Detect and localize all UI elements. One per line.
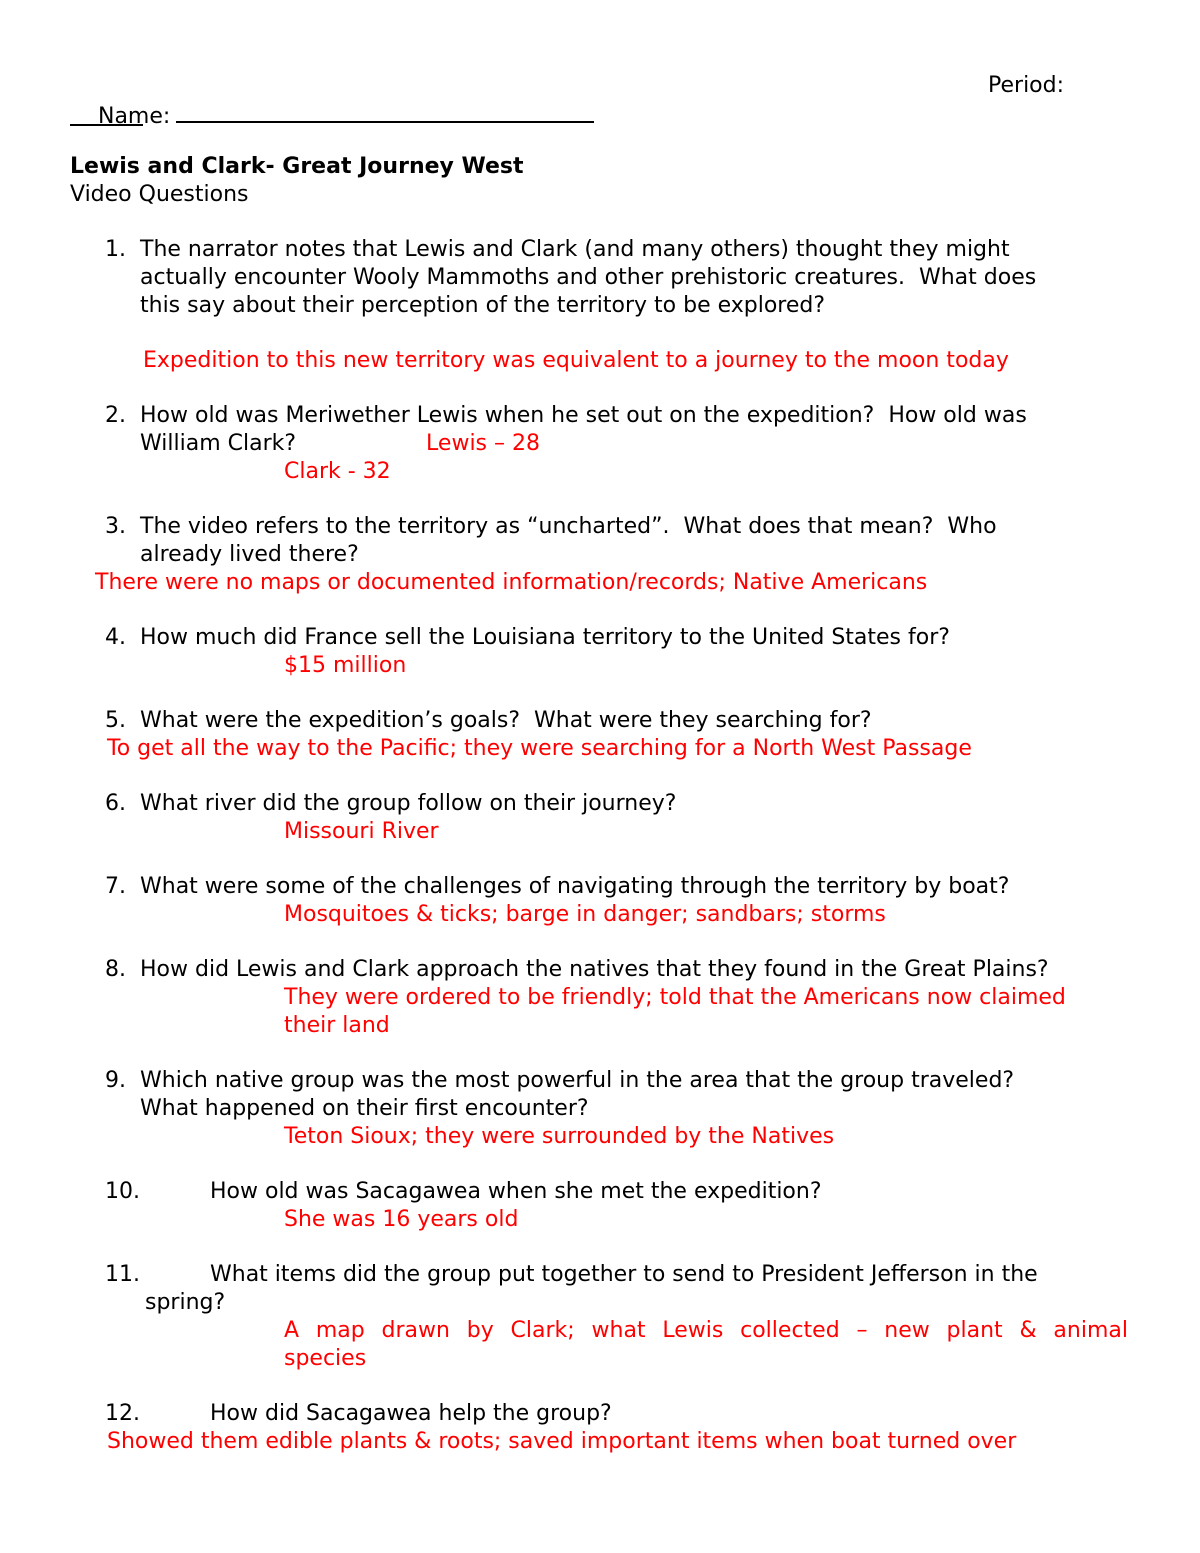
question-5-number: 5. bbox=[105, 708, 126, 733]
question-9-text: Which native group was the most powerful in the area that the group traveled? bbox=[140, 1068, 1015, 1093]
question-7-number: 7. bbox=[105, 874, 126, 899]
question-11-number: 11. bbox=[105, 1262, 140, 1287]
question-3: 3. The video refers to the territory as “uncharted”. What does that mean? Who already lived there? There were no maps or documented information/records; Native Americans bbox=[70, 513, 1130, 597]
header-row bbox=[70, 72, 1130, 129]
question-12-number: 12. bbox=[105, 1401, 140, 1426]
answer-12: Showed them edible plants & roots; saved important items when boat turned over bbox=[107, 1429, 1017, 1454]
question-10-number: 10. bbox=[105, 1179, 140, 1204]
question-10 bbox=[70, 1178, 1130, 1234]
question-5 bbox=[70, 707, 1130, 763]
question-8-number: 8. bbox=[105, 957, 126, 982]
question-1-number: 1. bbox=[105, 237, 126, 262]
question-4-text: How much did France sell the Louisiana territory to the United States for? bbox=[140, 625, 950, 650]
question-7 bbox=[70, 873, 1130, 929]
question-1-text: The narrator notes that Lewis and Clark (and many others) thought they might bbox=[140, 237, 1010, 262]
answer-2-lewis: Lewis – 28 bbox=[426, 431, 540, 456]
question-6-number: 6. bbox=[105, 791, 126, 816]
question-6-text: What river did the group follow on their journey? bbox=[140, 791, 677, 816]
name-label: Name: bbox=[97, 104, 171, 129]
question-2-number: 2. bbox=[105, 403, 126, 428]
question-11: 11. What items did the group put together to send to President Jefferson in the spring? A map drawn by Clark; what Lewis collected – new plant & animal species bbox=[105, 1262, 1128, 1371]
answer-10: She was 16 years old bbox=[284, 1207, 519, 1232]
question-4-number: 4. bbox=[105, 625, 126, 650]
question-7-text: What were some of the challenges of navigating through the territory by boat? bbox=[140, 874, 1010, 899]
answer-3: There were no maps or documented information/records; Native Americans bbox=[95, 570, 928, 595]
question-3-text: The video refers to the territory as “uncharted”. What does that mean? Who bbox=[140, 514, 997, 539]
document-subtitle: Video Questions bbox=[70, 182, 249, 207]
answer-8: They were ordered to be friendly; told that the Americans now claimed their land bbox=[284, 985, 1066, 1038]
question-2-text: How old was Meriwether Lewis when he set out on the expedition? How old was bbox=[140, 403, 1027, 428]
answer-9: Teton Sioux; they were surrounded by the Natives bbox=[284, 1124, 835, 1149]
answer-2-clark: Clark - 32 bbox=[284, 459, 391, 484]
name-blank-overflow-row bbox=[70, 100, 1130, 128]
question-12-text: How did Sacagawea help the group? bbox=[210, 1401, 612, 1426]
answer-7: Mosquitoes & ticks; barge in danger; sandbars; storms bbox=[284, 902, 886, 927]
question-6 bbox=[70, 790, 1130, 846]
answer-5: To get all the way to the Pacific; they were searching for a North West Passage bbox=[107, 736, 972, 761]
answer-11: A map drawn by Clark; what Lewis collected – new plant & animal species bbox=[284, 1318, 1128, 1371]
answer-4: $15 million bbox=[284, 653, 407, 678]
question-9-number: 9. bbox=[105, 1068, 126, 1093]
question-10-text: How old was Sacagawea when she met the expedition? bbox=[210, 1179, 822, 1204]
question-5-text: What were the expedition’s goals? What were they searching for? bbox=[140, 708, 872, 733]
question-12 bbox=[70, 1400, 1130, 1456]
question-1: 1. The narrator notes that Lewis and Clark (and many others) thought they might actually encounter Wooly Mammoths and other prehistoric creatures. What does this say about their perception of the territory to be explored? Expedition to this new territory was equivalent to a journey to the moon today bbox=[70, 236, 1130, 375]
period-label: Period: bbox=[988, 73, 1065, 98]
question-2: 2. How old was Meriwether Lewis when he set out on the expedition? How old was William Clark? Lewis – 28 Clark - 32 bbox=[70, 402, 1130, 486]
question-8 bbox=[70, 956, 1130, 1040]
question-3-number: 3. bbox=[105, 514, 126, 539]
question-8-text: How did Lewis and Clark approach the natives that they found in the Great Plains? bbox=[140, 957, 1049, 982]
question-11-text: What items did the group put together to send to President Jefferson in the bbox=[210, 1262, 1038, 1287]
answer-6: Missouri River bbox=[284, 819, 439, 844]
answer-1: Expedition to this new territory was equivalent to a journey to the moon today bbox=[143, 348, 1009, 373]
name-blank-line-continued bbox=[70, 100, 143, 126]
question-9: 9. Which native group was the most powerful in the area that the group traveled? What happened on their first encounter? Teton Sioux; they were surrounded by the Natives bbox=[70, 1067, 1130, 1151]
document-title: Lewis and Clark- Great Journey West bbox=[70, 154, 524, 179]
question-4 bbox=[70, 624, 1130, 680]
